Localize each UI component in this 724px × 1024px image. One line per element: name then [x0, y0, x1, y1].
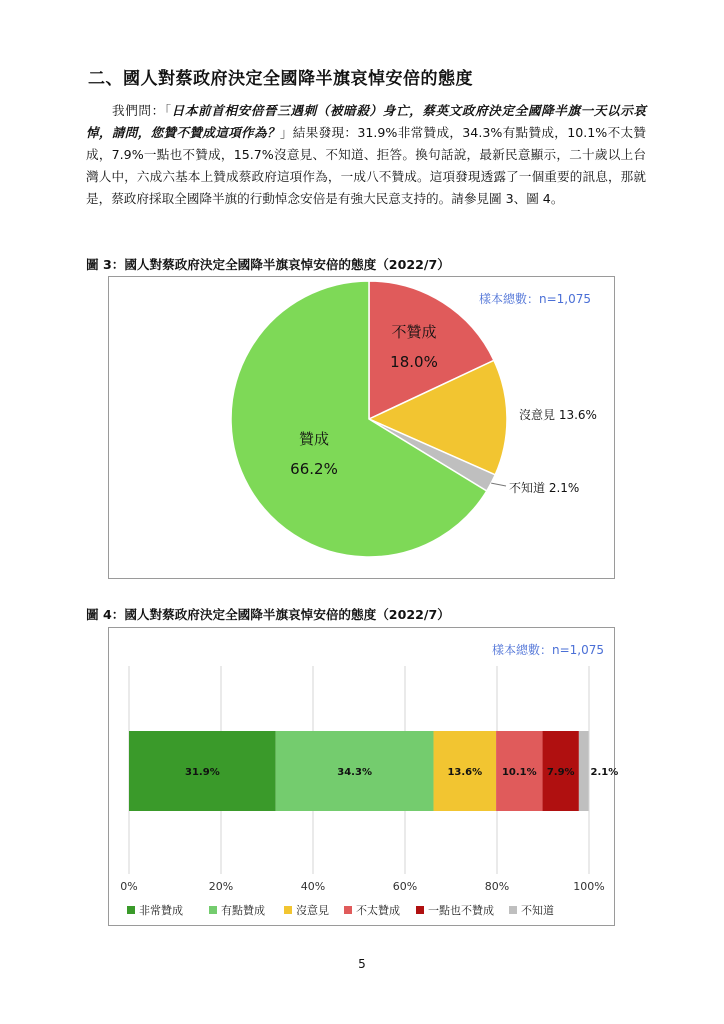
- legend-swatch: [284, 906, 292, 914]
- bar-value-label: 7.9%: [546, 767, 575, 778]
- bar-value-label: 2.1%: [590, 767, 619, 778]
- legend-label: 一點也不贊成: [428, 904, 494, 917]
- legend-label: 不太贊成: [356, 904, 400, 917]
- pie-outside-label: 沒意見 13.6%: [519, 408, 597, 422]
- x-tick-label: 40%: [300, 880, 326, 893]
- sample-size-label: 樣本總數：n=1,075: [491, 643, 604, 657]
- x-tick-label: 0%: [120, 880, 138, 893]
- x-tick-label: 100%: [573, 880, 605, 893]
- section-title: 二、國人對蔡政府決定全國降半旗哀悼安倍的態度: [88, 69, 473, 89]
- bar-value-label: 34.3%: [337, 767, 372, 778]
- pie-leader-line: [491, 483, 506, 486]
- stacked-bar-chart: [109, 628, 619, 925]
- x-tick-label: 20%: [208, 880, 234, 893]
- page-number: 5: [358, 957, 366, 971]
- pie-value-label: 18.0%: [390, 353, 438, 371]
- bar-value-label: 10.1%: [501, 767, 537, 778]
- legend-swatch: [416, 906, 424, 914]
- bar-chart-frame: [108, 627, 619, 926]
- legend-swatch: [127, 906, 135, 914]
- x-tick-label: 60%: [392, 880, 418, 893]
- pie-chart: [109, 277, 614, 578]
- x-tick-label: 80%: [484, 880, 510, 893]
- pie-label: 不贊成: [391, 323, 437, 341]
- pie-chart-frame: [108, 276, 615, 579]
- legend-label: 有點贊成: [221, 904, 265, 917]
- pie-value-label: 66.2%: [290, 460, 338, 478]
- pie-outside-label: 不知道 2.1%: [509, 481, 580, 495]
- para-body: 」結果發現：31.9%非常贊成，34.3%有點贊成，10.1%不太贊成，7.9%一點也不贊成，15.7%沒意見、不知道、拒答。換句話說，最新民意顯示，二十歲以上台灣人中，六成六基本上贊成蔡政府這項作為，一成八不贊成。這項發現透露了一個重要的訊息，那就是，蔡政府採取全國降半旗的行動悼念安倍是有強大民意支持的。請參見圖 3、圖 4。: [86, 125, 647, 206]
- bar-value-label: 31.9%: [185, 767, 220, 778]
- legend-label: 不知道: [521, 904, 554, 917]
- survey-question: 日本前首相安倍晉三遇刺（被暗殺）身亡，蔡英文政府決定全國降半旗一天以示哀悼，請問，您贊不贊成這項作為？: [86, 103, 647, 140]
- legend-swatch: [509, 906, 517, 914]
- legend-swatch: [209, 906, 217, 914]
- legend-label: 非常贊成: [139, 904, 183, 917]
- para-intro: 我們問：「: [112, 103, 172, 118]
- bar-value-label: 13.6%: [447, 767, 483, 778]
- legend-swatch: [344, 906, 352, 914]
- figure3-caption: 圖 3：國人對蔡政府決定全國降半旗哀悼安倍的態度（2022/7）: [86, 257, 450, 272]
- legend-label: 沒意見: [296, 904, 329, 917]
- body-paragraph: [86, 100, 646, 210]
- bar-segment: [579, 731, 589, 811]
- pie-label: 贊成: [298, 430, 330, 448]
- sample-size-label: 樣本總數：n=1,075: [478, 292, 591, 306]
- figure4-caption: 圖 4：國人對蔡政府決定全國降半旗哀悼安倍的態度（2022/7）: [86, 607, 450, 622]
